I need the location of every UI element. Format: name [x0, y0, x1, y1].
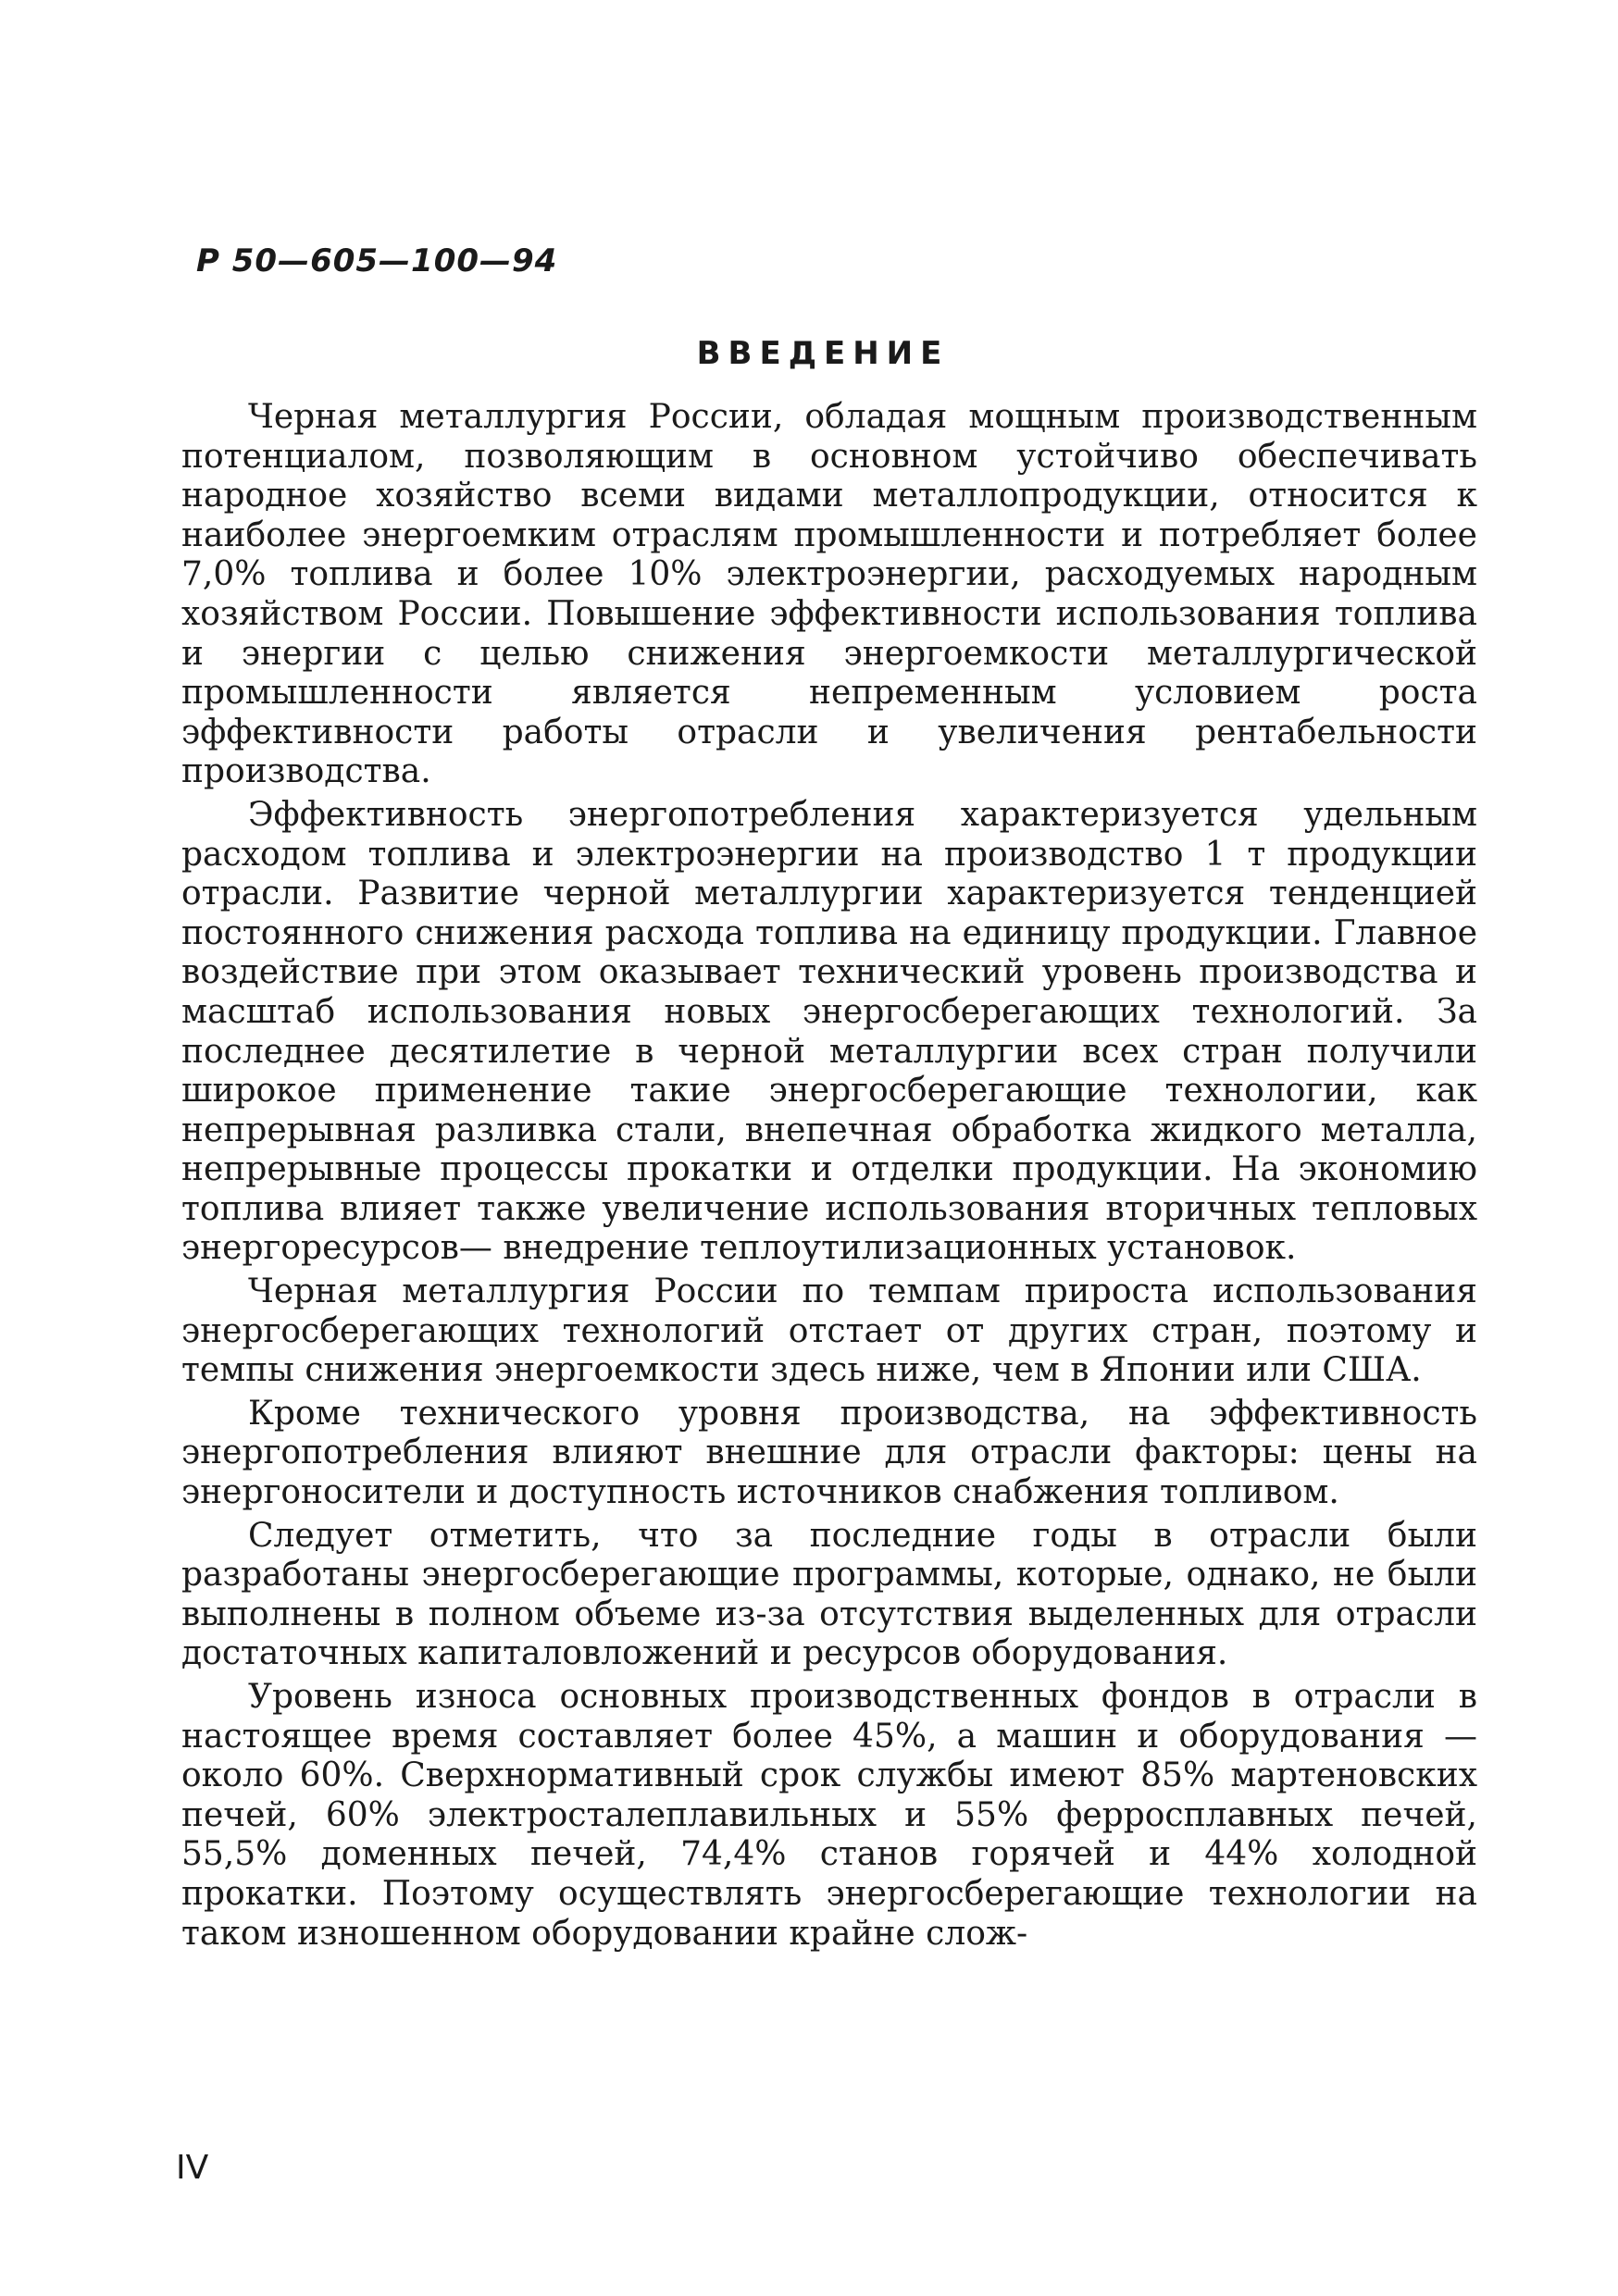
paragraph-2: Эффективность энергопотребления характеризуется удельным расходом топлива и электроэнергии на производство 1 т продукции отрасли. Развитие черной металлургии характеризуется тенденцией постоянного снижения расхода топлива на единицу продукции. Главное воздействие при этом оказывает технический уровень производства и масштаб использования новых энергосберегающих технологий. За последнее десятилетие в черной металлургии всех стран получили широкое применение такие энергосберегающие технологии, как непрерывная разливка стали, внепечная обработка жидкого металла, непрерывные процессы прокатки и отделки продукции. На экономию топлива влияет также увеличение использования вторичных тепловых энергоресурсов— внедрение теплоутилизационных установок.: [181, 795, 1477, 1268]
document-code: Р 50—605—100—94: [196, 242, 558, 279]
paragraph-5: Следует отметить, что за последние годы в отрасли были разработаны энергосберегающие программы, которые, однако, не были выполнены в полном объеме из-за отсутствия выделенных для отрасли достаточных капиталовложений и ресурсов оборудования.: [181, 1516, 1477, 1673]
document-body: [181, 398, 1477, 1954]
paragraph-6: Уровень износа основных производственных фондов в отрасли в настоящее время составляет более 45%, а машин и оборудования —около 60%. Сверхнормативный срок службы имеют 85% мартеновских печей, 60% электросталеплавильных и 55% ферросплавных печей, 55,5% доменных печей, 74,4% станов горячей и 44% холодной прокатки. Поэтому осуществлять энергосберегающие технологии на таком изношенном оборудовании крайне слож-: [181, 1678, 1477, 1953]
page-number: IV: [176, 2149, 209, 2187]
paragraph-3: Черная металлургия России по темпам прироста использования энергосберегающих технологий отстает от других стран, поэтому и темпы снижения энергоемкости здесь ниже, чем в Японии или США.: [181, 1272, 1477, 1390]
section-title: ВВЕДЕНИЕ: [696, 335, 950, 372]
paragraph-1: Черная металлургия России, обладая мощным производственным потенциалом, позволяющим в основном устойчиво обеспечивать народное хозяйство всеми видами металлопродукции, относится к наиболее энергоемким отраслям промышленности и потребляет более 7,0% топлива и более 10% электроэнергии, расходуемых народным хозяйством России. Повышение эффективности использования топлива и энергии с целью снижения энергоемкости металлургической промышленности является непременным условием роста эффективности работы отрасли и увеличения рентабельности производства.: [181, 398, 1477, 791]
paragraph-4: Кроме технического уровня производства, на эффективность энергопотребления влияют внешние для отрасли факторы: цены на энергоносители и доступность источников снабжения топливом.: [181, 1394, 1477, 1512]
